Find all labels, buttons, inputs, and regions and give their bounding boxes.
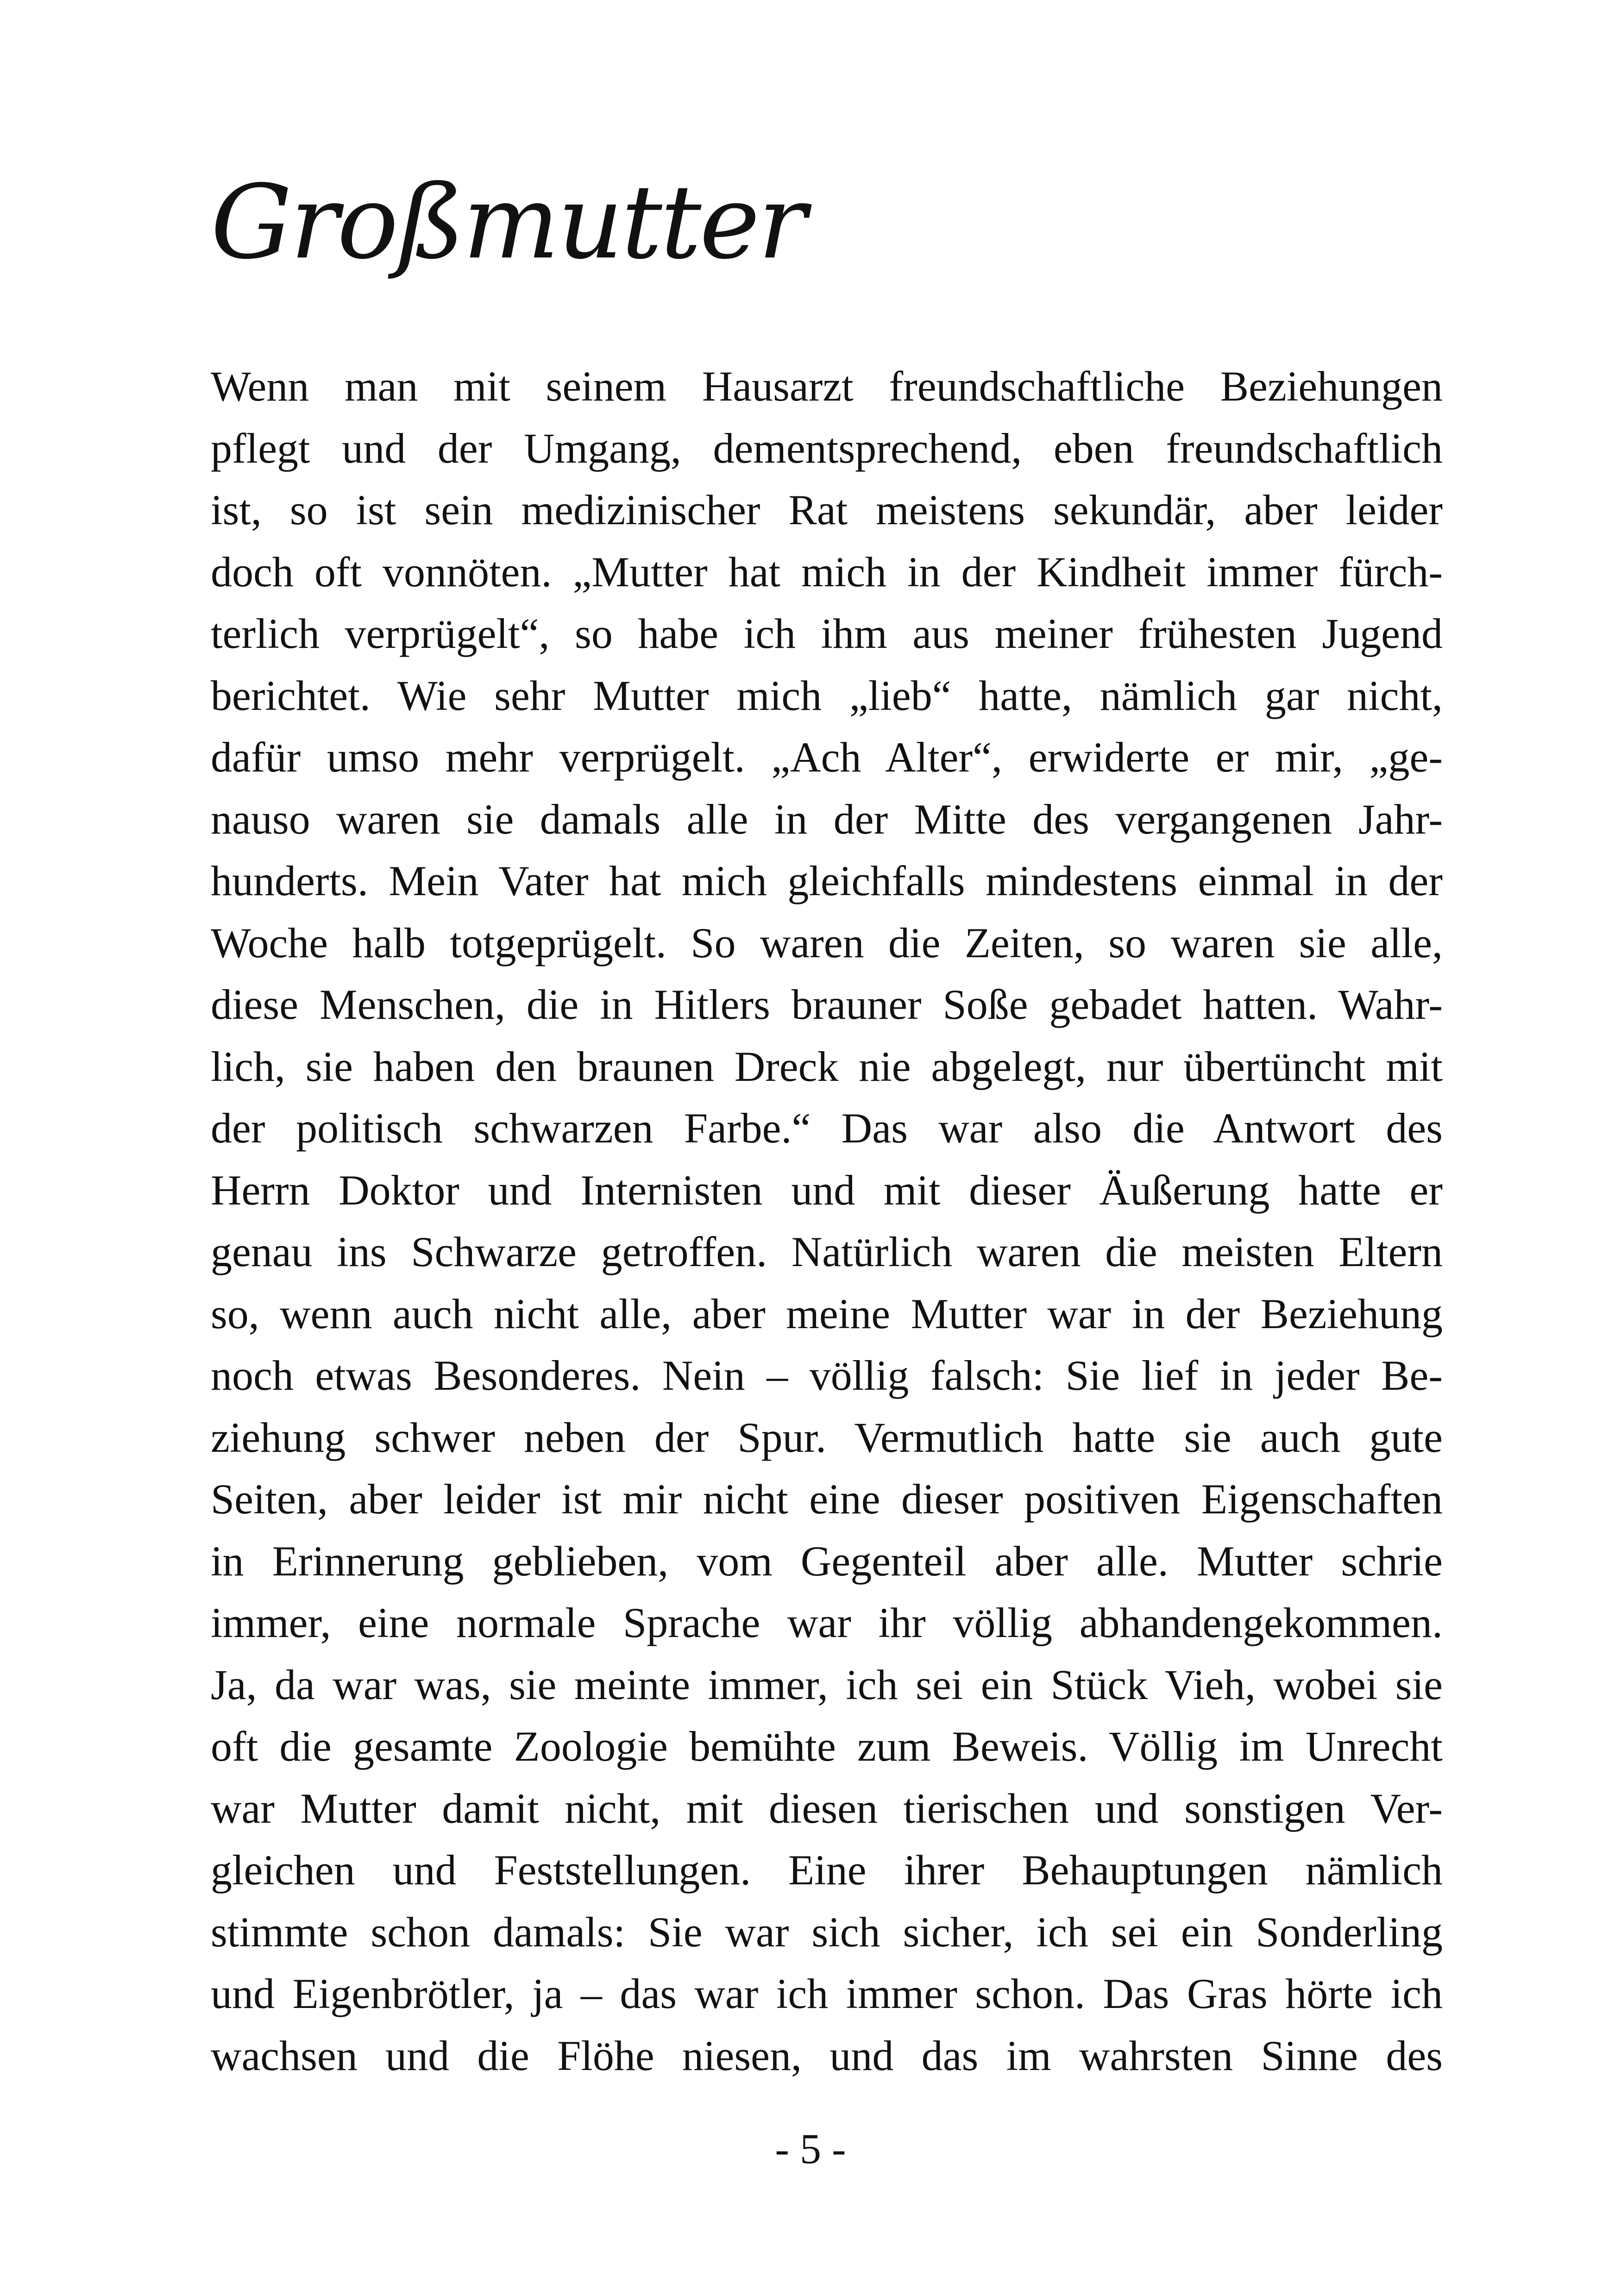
text-line: ist, so ist sein medizinischer Rat meistens sekundär, aber leider — [211, 486, 1443, 533]
text-line: terlich verprügelt“, so habe ich ihm aus meiner frühesten Jugend — [211, 610, 1443, 657]
text-line: Herrn Doktor und Internisten und mit dieser Äußerung hatte er — [211, 1166, 1443, 1214]
text-line: berichtet. Wie sehr Mutter mich „lieb“ hatte, nämlich gar nicht, — [211, 671, 1443, 719]
text-line: gleichen und Feststellungen. Eine ihrer Behauptungen nämlich — [211, 1846, 1443, 1894]
text-line: Wenn man mit seinem Hausarzt freundschaftliche Beziehungen — [211, 363, 1443, 410]
text-line: Woche halb totgeprügelt. So waren die Zeiten, so waren sie alle, — [211, 919, 1443, 966]
text-line: Seiten, aber leider ist mir nicht eine dieser positiven Eigenschaften — [211, 1475, 1443, 1523]
text-line: genau ins Schwarze getroffen. Natürlich waren die meisten Eltern — [211, 1228, 1443, 1275]
text-line: doch oft vonnöten. „Mutter hat mich in der Kindheit immer fürch- — [211, 548, 1443, 596]
text-line: wachsen und die Flöhe niesen, und das im wahrsten Sinne des — [211, 2032, 1443, 2079]
text-line: dafür umso mehr verprügelt. „Ach Alter“, erwiderte er mir, „ge- — [211, 734, 1443, 781]
text-line: oft die gesamte Zoologie bemühte zum Beweis. Völlig im Unrecht — [211, 1723, 1443, 1770]
text-line: war Mutter damit nicht, mit diesen tierischen und sonstigen Ver- — [211, 1784, 1443, 1832]
text-line: noch etwas Besonderes. Nein – völlig falsch: Sie lief in jeder Be- — [211, 1352, 1443, 1399]
text-line: und Eigenbrötler, ja – das war ich immer schon. Das Gras hörte ich — [211, 1970, 1443, 2017]
chapter-title: Großmutter — [211, 163, 805, 282]
text-line: lich, sie haben den braunen Dreck nie abgelegt, nur übertüncht mit — [211, 1042, 1443, 1090]
text-line: der politisch schwarzen Farbe.“ Das war also die Antwort des — [211, 1104, 1443, 1152]
text-line: so, wenn auch nicht alle, aber meine Mutter war in der Beziehung — [211, 1290, 1443, 1337]
text-line: in Erinnerung geblieben, vom Gegenteil aber alle. Mutter schrie — [211, 1537, 1443, 1585]
text-line: stimmte schon damals: Sie war sich sicher, ich sei ein Sonderling — [211, 1908, 1443, 1956]
page-number: - 5 - — [775, 2125, 846, 2172]
text-line: nauso waren sie damals alle in der Mitte des vergangenen Jahr- — [211, 795, 1443, 843]
text-line: Ja, da war was, sie meinte immer, ich sei ein Stück Vieh, wobei sie — [211, 1661, 1443, 1708]
text-line: hunderts. Mein Vater hat mich gleichfalls mindestens einmal in der — [211, 857, 1443, 904]
body-text — [211, 356, 1443, 2087]
text-line: diese Menschen, die in Hitlers brauner Soße gebadet hatten. Wahr- — [211, 981, 1443, 1028]
text-line: immer, eine normale Sprache war ihr völlig abhandengekommen. — [211, 1599, 1443, 1646]
text-line: pflegt und der Umgang, dementsprechend, eben freundschaftlich — [211, 424, 1443, 472]
text-line: ziehung schwer neben der Spur. Vermutlich hatte sie auch gute — [211, 1413, 1443, 1461]
